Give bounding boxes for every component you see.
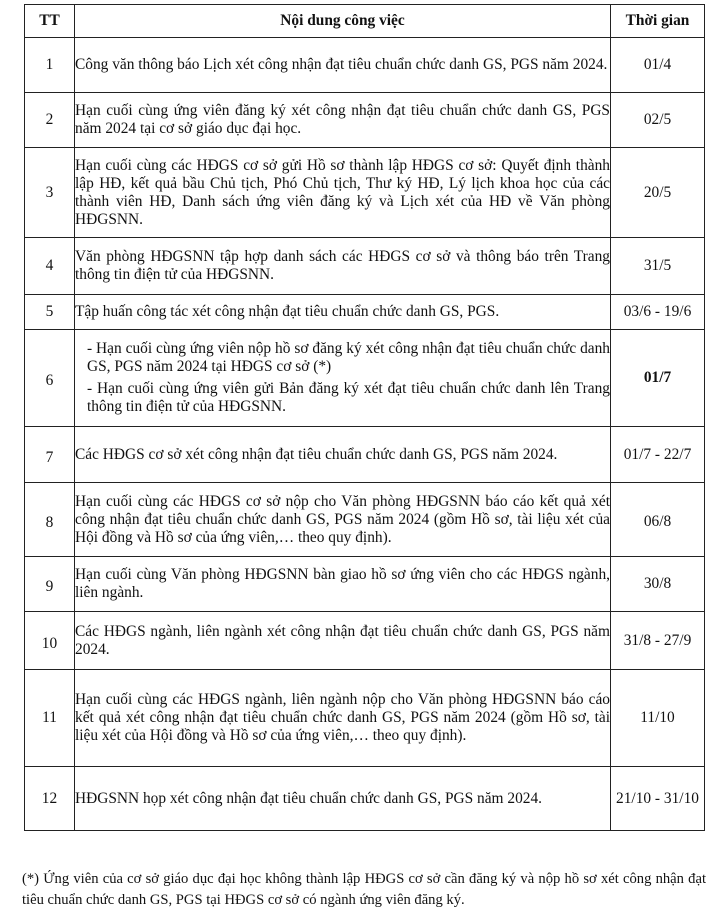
row-time: 31/5 [611,238,705,295]
table-row [25,330,705,427]
row-content: Hạn cuối cùng các HĐGS ngành, liên ngành nộp cho Văn phòng HĐGSNN báo cáo kết quả xét công nhận đạt tiêu chuẩn chức danh GS, PGS năm 2024 (gồm Hồ sơ, tài liệu xét của Hội đồng và Hồ sơ của ứng viên,… theo quy định). [75,670,611,767]
row-content: Hạn cuối cùng các HĐGS cơ sở nộp cho Văn phòng HĐGSNN báo cáo kết quả xét công nhận đạt tiêu chuẩn chức danh GS, PGS năm 2024 (gồm Hồ sơ, tài liệu xét của Hội đồng và Hồ sơ của ứng viên,… theo quy định). [75,483,611,557]
row-content: Hạn cuối cùng ứng viên đăng ký xét công nhận đạt tiêu chuẩn chức danh GS, PGS năm 2024 tại cơ sở giáo dục đại học. [75,93,611,148]
row-time: 02/5 [611,93,705,148]
footnote: (*) Ứng viên của cơ sở giáo dục đại học không thành lập HĐGS cơ sở cần đăng ký và nộp hồ sơ xét công nhận đạt tiêu chuẩn chức danh GS, PGS tại HĐGS cơ sở có ngành ứng viên đăng ký. [22,871,706,908]
row-time: 11/10 [611,670,705,767]
header-content: Nội dung công việc [75,5,611,38]
table-row [25,767,705,831]
row-content: Các HĐGS cơ sở xét công nhận đạt tiêu chuẩn chức danh GS, PGS năm 2024. [75,427,611,483]
row-content: Các HĐGS ngành, liên ngành xét công nhận đạt tiêu chuẩn chức danh GS, PGS năm 2024. [75,612,611,670]
table-row [25,557,705,612]
row-number: 2 [25,93,75,148]
header-time: Thời gian [611,5,705,38]
row-number: 12 [25,767,75,831]
row-time: 21/10 - 31/10 [611,767,705,831]
row-number: 1 [25,38,75,93]
row-time: 01/7 - 22/7 [611,427,705,483]
row-time: 01/4 [611,38,705,93]
row-content-part-a: - Hạn cuối cùng ứng viên nộp hồ sơ đăng ký xét công nhận đạt tiêu chuẩn chức danh GS, PGS năm 2024 tại HĐGS cơ sở (*) [87,340,610,375]
table-header-row [25,5,705,38]
row-content: Hạn cuối cùng Văn phòng HĐGSNN bàn giao hồ sơ ứng viên cho các HĐGS ngành, liên ngành. [75,557,611,612]
table-row [25,612,705,670]
row-time: 31/8 - 27/9 [611,612,705,670]
table-row [25,38,705,93]
row-number: 11 [25,670,75,767]
row-content [75,330,611,427]
row-content: Công văn thông báo Lịch xét công nhận đạt tiêu chuẩn chức danh GS, PGS năm 2024. [75,38,611,93]
row-number: 6 [25,330,75,427]
table-row [25,93,705,148]
table-row [25,483,705,557]
table-row [25,148,705,238]
row-time: 01/7 [611,330,705,427]
row-number: 10 [25,612,75,670]
row-content-part-b: - Hạn cuối cùng ứng viên gửi Bản đăng ký xét đạt tiêu chuẩn chức danh lên Trang thông tin điện tử của HĐGSNN. [87,380,610,415]
row-time: 30/8 [611,557,705,612]
table-row [25,427,705,483]
row-content: Tập huấn công tác xét công nhận đạt tiêu chuẩn chức danh GS, PGS. [75,295,611,330]
row-number: 9 [25,557,75,612]
row-time: 03/6 - 19/6 [611,295,705,330]
row-number: 8 [25,483,75,557]
row-number: 4 [25,238,75,295]
row-number: 5 [25,295,75,330]
row-content: Văn phòng HĐGSNN tập hợp danh sách các HĐGS cơ sở và thông báo trên Trang thông tin điện tử của HĐGSNN. [75,238,611,295]
row-number: 3 [25,148,75,238]
schedule-table [24,4,705,831]
row-content: Hạn cuối cùng các HĐGS cơ sở gửi Hồ sơ thành lập HĐGS cơ sở: Quyết định thành lập HĐ, kết quả bầu Chủ tịch, Phó Chủ tịch, Thư ký HĐ, Lý lịch khoa học của các thành viên HĐ, Danh sách ứng viên đăng ký và Lịch xét của HĐ về Văn phòng HĐGSNN. [75,148,611,238]
header-tt: TT [25,5,75,38]
row-number: 7 [25,427,75,483]
row-time: 06/8 [611,483,705,557]
table-row [25,238,705,295]
table-row [25,670,705,767]
row-time: 20/5 [611,148,705,238]
row-content: HĐGSNN họp xét công nhận đạt tiêu chuẩn chức danh GS, PGS năm 2024. [75,767,611,831]
table-row [25,295,705,330]
